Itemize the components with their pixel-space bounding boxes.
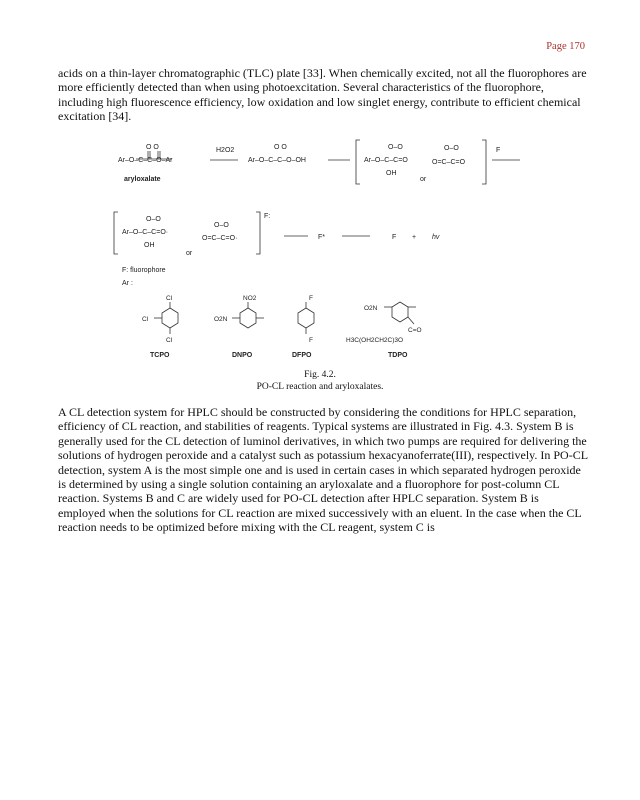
bracket-left-2 — [114, 212, 118, 254]
dfpo-f-bottom: F — [309, 337, 313, 344]
label-hv: hv — [432, 234, 440, 241]
intermediate-2-ring: O–O — [146, 216, 161, 223]
label-f-product: F — [392, 234, 397, 241]
bracket-left-1 — [356, 140, 360, 184]
dnpo-ring — [240, 308, 256, 328]
radical-ring: O–O — [214, 222, 229, 229]
dfpo-f-top: F — [309, 295, 313, 302]
compound-dnpo: DNPO — [232, 352, 253, 359]
label-plus: + — [412, 234, 417, 241]
page-number: Page 170 — [546, 41, 585, 52]
tdpo-chain: H3C(OH2CH2C)3O — [346, 337, 404, 344]
h2o2-reagent: H2O2 — [216, 147, 235, 154]
tcpo-cl-left: Cl — [142, 316, 149, 323]
figure-caption-title: PO-CL reaction and aryloxalates. — [256, 382, 384, 392]
aryloxalate-label: aryloxalate — [124, 176, 161, 183]
tdpo-co: C=O — [408, 327, 422, 334]
bracket-right-2 — [256, 212, 260, 254]
compound-tdpo: TDPO — [388, 352, 408, 359]
intermediate-2-oh: OH — [144, 242, 155, 249]
aryloxalate-oxygens: O O — [146, 144, 159, 151]
compound-tcpo: TCPO — [150, 352, 170, 359]
label-or-2: or — [186, 250, 193, 257]
tcpo-ring — [162, 308, 178, 328]
legend-fluorophore: F: fluorophore — [122, 267, 166, 274]
intermediate-1-oh: OH — [386, 170, 397, 177]
intermediate-2-formula: Ar–O–C–C=O· — [122, 229, 169, 236]
tdpo-no2: O2N — [364, 305, 378, 312]
dioxetanedione-ring: O–O — [444, 145, 459, 152]
tcpo-cl-bottom: Cl — [166, 337, 173, 344]
dfpo-ring — [298, 308, 314, 328]
aryloxalate-formula: Ar–O–C–C–O–Ar — [118, 157, 173, 164]
body-paragraph: A CL detection system for HPLC should be constructed by considering the conditions for HPLC separation, efficiency of CL reaction, and stabilities of reagents. Typical systems are illustrated in Fig. 4.3. System B is generally used for the CL detection of luminol derivatives, in which two pumps are required for delivering the solutions of hydrogen peroxide and a catalyst such as potassium hexacyanoferrate(III), respectively. In PO-CL detection, system A is the most simple one and is used in certain cases in which separated hydrogen peroxide is determined by using a single solution containing an aryloxalate and a fluorophore for post-column CL reaction. Systems B and C are widely used for PO-CL detection after HPLC separation. System B is employed when the solutions for CL reaction are mixed successively with an eluent. In the case when the CL reaction needs to be optimized before mixing with the CL reagent, system C is — [58, 405, 588, 535]
label-or-1: or — [420, 176, 427, 183]
intermediate-1-ring: O–O — [388, 144, 403, 151]
label-f-row1: F — [496, 147, 501, 154]
intro-paragraph: acids on a thin-layer chromatographic (TLC) plate [33]. When chemically excited, not all the fluorophores are more efficiently detected than when using photoexcitation. Several characteristics of the fluorophore, including high fluorescence efficiency, low oxidation and low singlet energy, contribute to efficient chemical excitation [34]. — [58, 66, 587, 124]
radical-formula: O=C–C=O· — [202, 235, 238, 242]
reaction-scheme-svg — [110, 132, 540, 360]
figure-caption-label: Fig. 4.2. — [304, 370, 336, 380]
dioxetanedione-formula: O=C–C=O — [432, 159, 466, 166]
label-f-star: F* — [318, 234, 325, 241]
bracket-right-1 — [482, 140, 486, 184]
reaction-figure — [110, 132, 540, 360]
tcpo-cl-top: Cl — [166, 295, 173, 302]
label-f-excited-bracket: F: — [264, 213, 271, 220]
dnpo-no2-top: NO2 — [243, 295, 257, 302]
tdpo-ring — [392, 302, 408, 322]
legend-ar: Ar : — [122, 280, 133, 287]
compound-dfpo: DFPO — [292, 352, 312, 359]
peroxy-acid-formula: Ar–O–C–C–O–OH — [248, 157, 306, 164]
peroxy-acid-oxygens: O O — [274, 144, 287, 151]
intermediate-1-formula: Ar–O–C–C=O — [364, 157, 408, 164]
dnpo-no2-left: O2N — [214, 316, 228, 323]
